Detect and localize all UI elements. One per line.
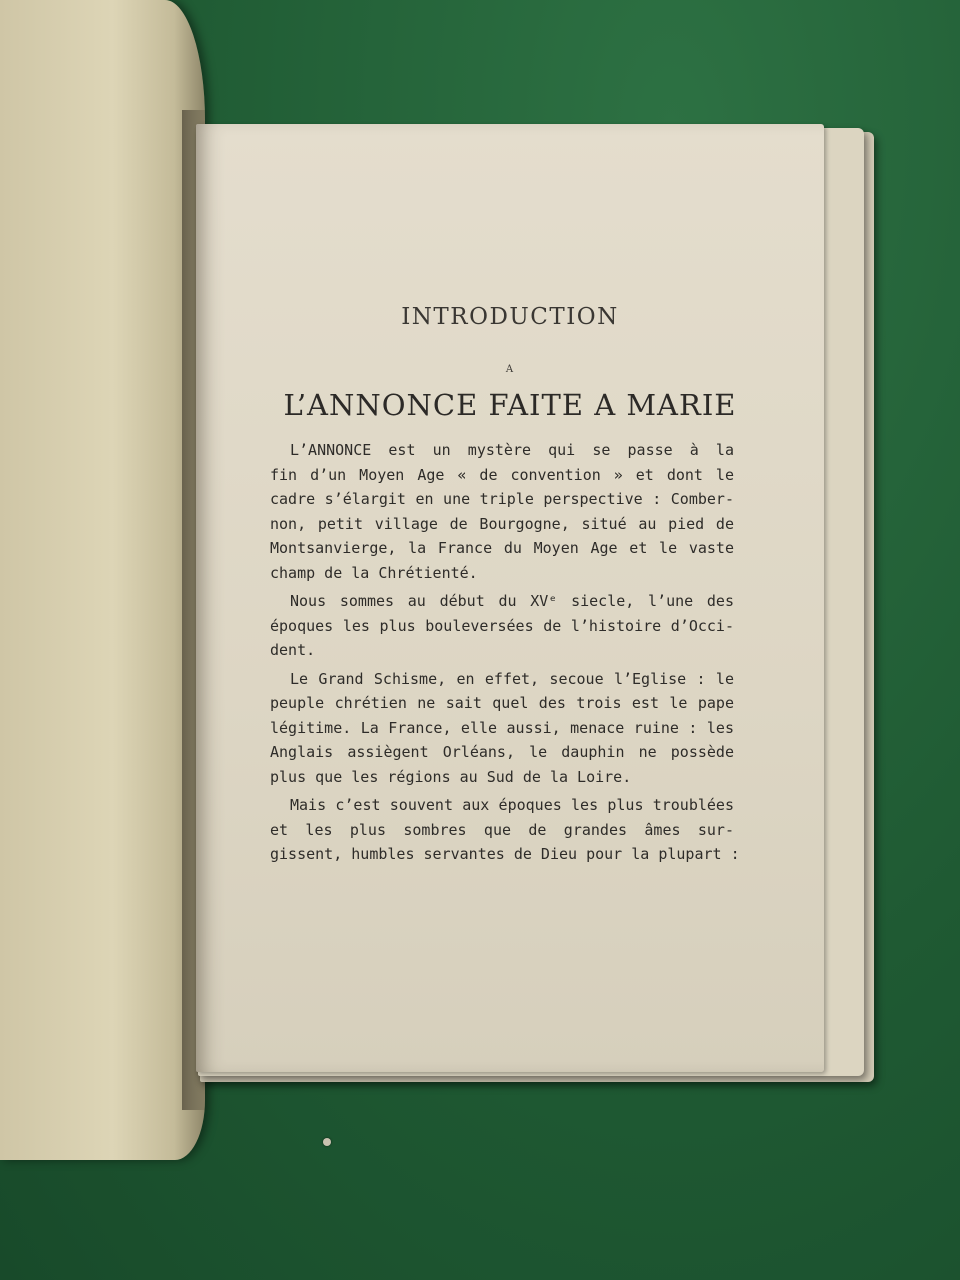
play-title: L’ANNONCE FAITE A MARIE [283,388,737,422]
text-line: Nous sommes au début du XVᵉ siecle, l’une des [290,592,734,610]
text-line: cadre s’élargit en une triple perspective : Comber- [270,490,734,508]
body-text [270,438,740,871]
text-line: non, petit village de Bourgogne, situé au pied de [270,514,734,533]
text-line: Mais c’est souvent aux époques les plus troublées [290,796,734,814]
right-page [196,124,824,1072]
left-page-curled [0,0,205,1160]
paragraph [270,589,734,663]
pin-dot [323,1138,331,1146]
text-line: légitime. La France, elle aussi, menace ruine : les [270,718,734,737]
text-line: Le Grand Schisme, en effet, secoue l’Eglise : le [290,669,734,688]
connector-word: A [505,364,515,375]
text-line: peuple chrétien ne sait quel des trois est le pape [270,694,734,712]
paragraph [270,438,734,585]
text-line: Anglais assiègent Orléans, le dauphin ne possède [270,743,734,761]
text-line: époques les plus bouleversées de l’histoire d’Occi- [270,616,734,635]
text-line: plus que les régions au Sud de la Loire. [270,767,632,786]
text-line: fin d’un Moyen Age « de convention » et dont le [270,465,734,484]
text-line: L’ANNONCE est un mystère qui se passe à la [290,441,734,459]
paragraph [270,793,740,867]
text-line: champ de la Chrétienté. [270,563,478,582]
paragraph [270,667,734,790]
text-line: Montsanvierge, la France du Moyen Age et le vaste [270,539,734,557]
text-line: dent. [270,641,316,659]
text-line: gissent, humbles servantes de Dieu pour la plupart : [270,845,740,863]
introduction-heading: INTRODUCTION [401,304,619,330]
text-line: et les plus sombres que de grandes âmes sur- [270,820,734,839]
